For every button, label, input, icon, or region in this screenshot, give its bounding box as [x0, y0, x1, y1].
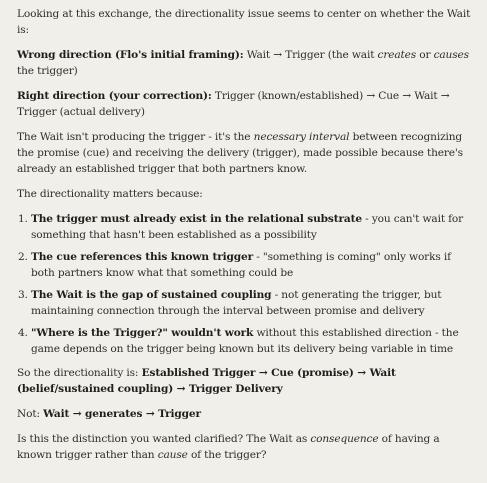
intro-paragraph	[17, 6, 475, 38]
matters-text: The directionality matters because:	[17, 188, 203, 200]
list-item-text: - not generating the trigger, but maintaining connection through the interval between promise and delivery	[31, 289, 442, 317]
wrong-direction-label: Wrong direction (Flo's initial framing):	[17, 49, 244, 61]
closing-text: of the trigger?	[187, 449, 267, 461]
closing-paragraph	[17, 431, 475, 463]
intro-text: Looking at this exchange, the directionality issue seems to center on whether the Wait is:	[17, 8, 471, 36]
list-item-text: without this established direction - the game depends on the trigger being known but its delivery being variable in time	[31, 327, 459, 355]
right-direction-label: Right direction (your correction):	[17, 90, 212, 102]
not-flow: Wait → generates → Trigger	[43, 408, 201, 420]
list-item-heading: The trigger must already exist in the relational substrate	[31, 213, 362, 225]
list-item-heading: The cue references this known trigger	[31, 251, 254, 263]
wrong-direction-text: or	[416, 49, 434, 61]
list-item-text: - you can't wait for something that hasn't been established as a possibility	[31, 213, 464, 241]
list-item	[31, 325, 475, 357]
summary-paragraph	[17, 365, 475, 397]
wrong-direction-paragraph	[17, 47, 475, 79]
emphasis-cause: cause	[157, 449, 188, 461]
list-item-heading: "Where is the Trigger?" wouldn't work	[31, 327, 254, 339]
list-item-text: - "something is coming" only works if both partners know what that something could be	[31, 251, 451, 279]
emphasis-consequence: consequence	[310, 433, 379, 445]
emphasis-creates: creates	[377, 49, 417, 61]
closing-text: Is this the distinction you wanted clarified? The Wait as	[17, 433, 311, 445]
wrong-direction-text: Wait → Trigger (the wait	[243, 49, 378, 61]
emphasis-necessary-interval: necessary interval	[253, 131, 350, 143]
list-item	[31, 249, 475, 281]
matters-paragraph	[17, 186, 475, 202]
explanation-text: The Wait isn't producing the trigger - it's the	[17, 131, 254, 143]
wait-explanation-paragraph	[17, 129, 475, 177]
not-text: Not:	[17, 408, 44, 420]
reasons-list	[17, 211, 475, 357]
list-item	[31, 211, 475, 243]
summary-flow: Established Trigger → Cue (promise) → Wait (belief/sustained coupling) → Trigger Delivery	[17, 367, 396, 395]
closing-text: of having a known trigger rather than	[17, 433, 440, 461]
list-item	[31, 287, 475, 319]
not-paragraph	[17, 406, 475, 422]
right-direction-text: Trigger (known/established) → Cue → Wait → Trigger (actual delivery)	[17, 90, 450, 118]
explanation-text: between recognizing the promise (cue) and receiving the delivery (trigger), made possible because there's already an established trigger that both partners know.	[17, 131, 463, 175]
list-item-heading: The Wait is the gap of sustained coupling	[31, 289, 272, 301]
emphasis-causes: causes	[433, 49, 469, 61]
right-direction-paragraph	[17, 88, 475, 120]
wrong-direction-text: the trigger)	[17, 65, 78, 77]
summary-text: So the directionality is:	[17, 367, 142, 379]
